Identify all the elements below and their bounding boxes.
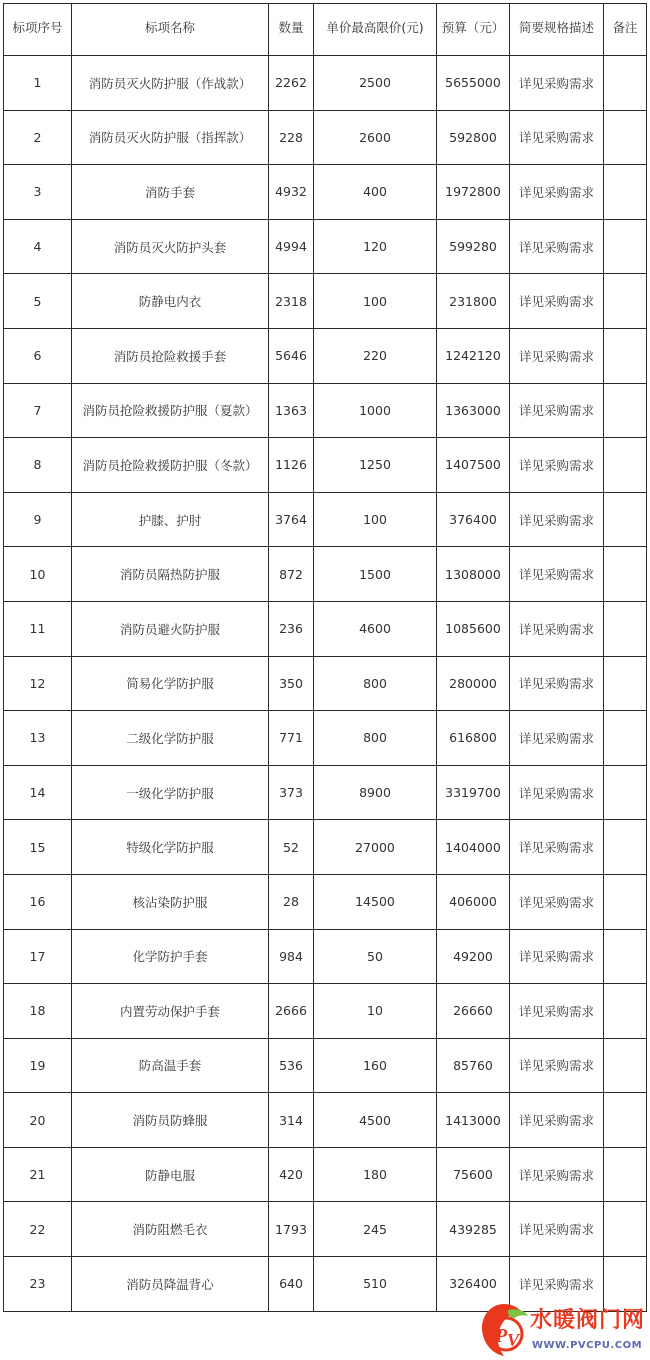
cell-item-name: 消防员防蜂服 [72,1093,269,1148]
cell-quantity: 2318 [269,274,314,329]
cell-max-unit-price: 10 [314,984,437,1039]
cell-item-no: 10 [4,547,72,602]
table-row [4,820,647,875]
header-spec: 简要规格描述 [510,4,604,56]
cell-item-no: 22 [4,1202,72,1257]
cell-max-unit-price: 50 [314,929,437,984]
cell-item-name: 内置劳动保护手套 [72,984,269,1039]
cell-note [604,1202,647,1257]
cell-max-unit-price: 180 [314,1147,437,1202]
cell-item-name: 消防员灭火防护服（作战款） [72,56,269,111]
cell-item-no: 3 [4,165,72,220]
cell-max-unit-price: 220 [314,328,437,383]
cell-budget: 592800 [437,110,510,165]
cell-item-name: 消防员隔热防护服 [72,547,269,602]
cell-quantity: 52 [269,820,314,875]
table-row [4,1093,647,1148]
svg-text:V: V [507,1330,520,1350]
cell-spec: 详见采购需求 [510,1038,604,1093]
cell-note [604,328,647,383]
cell-spec: 详见采购需求 [510,1093,604,1148]
cell-spec: 详见采购需求 [510,1202,604,1257]
cell-item-name: 防静电服 [72,1147,269,1202]
table-header-row [4,4,647,56]
cell-item-no: 8 [4,438,72,493]
cell-budget: 616800 [437,711,510,766]
cell-item-name: 消防员降温背心 [72,1257,269,1312]
cell-note [604,984,647,1039]
cell-note [604,56,647,111]
cell-note [604,1147,647,1202]
cell-max-unit-price: 2500 [314,56,437,111]
cell-max-unit-price: 4500 [314,1093,437,1148]
cell-spec: 详见采购需求 [510,383,604,438]
cell-item-name: 消防手套 [72,165,269,220]
cell-item-no: 1 [4,56,72,111]
table-row [4,328,647,383]
table-row [4,656,647,711]
cell-spec: 详见采购需求 [510,110,604,165]
header-budget: 预算（元） [437,4,510,56]
cell-quantity: 420 [269,1147,314,1202]
cell-item-name: 一级化学防护服 [72,765,269,820]
cell-max-unit-price: 8900 [314,765,437,820]
cell-note [604,820,647,875]
cell-item-no: 13 [4,711,72,766]
cell-item-name: 消防员抢险救援防护服（夏款） [72,383,269,438]
cell-item-name: 消防员避火防护服 [72,601,269,656]
bid-items-table [3,3,647,1312]
cell-spec: 详见采购需求 [510,601,604,656]
cell-max-unit-price: 100 [314,274,437,329]
header-item-name: 标项名称 [72,4,269,56]
cell-note [604,219,647,274]
cell-budget: 1404000 [437,820,510,875]
cell-budget: 3319700 [437,765,510,820]
cell-item-name: 核沾染防护服 [72,874,269,929]
cell-spec: 详见采购需求 [510,547,604,602]
cell-max-unit-price: 2600 [314,110,437,165]
table-row [4,929,647,984]
cell-quantity: 1126 [269,438,314,493]
cell-note [604,165,647,220]
cell-quantity: 1793 [269,1202,314,1257]
table-row [4,219,647,274]
cell-spec: 详见采购需求 [510,711,604,766]
cell-quantity: 3764 [269,492,314,547]
cell-note [604,601,647,656]
cell-note [604,1093,647,1148]
svg-text:P: P [495,1325,508,1347]
cell-item-no: 2 [4,110,72,165]
table-row [4,274,647,329]
cell-max-unit-price: 510 [314,1257,437,1312]
cell-note [604,110,647,165]
cell-spec: 详见采购需求 [510,438,604,493]
cell-item-no: 12 [4,656,72,711]
cell-quantity: 236 [269,601,314,656]
cell-budget: 1308000 [437,547,510,602]
cell-item-name: 防静电内衣 [72,274,269,329]
cell-budget: 1407500 [437,438,510,493]
table-row [4,492,647,547]
cell-note [604,274,647,329]
table-row [4,547,647,602]
cell-spec: 详见采购需求 [510,1257,604,1312]
cell-max-unit-price: 800 [314,711,437,766]
cell-budget: 599280 [437,219,510,274]
cell-max-unit-price: 400 [314,165,437,220]
cell-budget: 439285 [437,1202,510,1257]
watermark-title: 水暖阀门网 [530,1308,646,1333]
cell-note [604,383,647,438]
cell-max-unit-price: 100 [314,492,437,547]
site-watermark [478,1302,648,1358]
cell-max-unit-price: 245 [314,1202,437,1257]
header-note: 备注 [604,4,647,56]
cell-max-unit-price: 120 [314,219,437,274]
cell-spec: 详见采购需求 [510,874,604,929]
cell-quantity: 373 [269,765,314,820]
table-row [4,438,647,493]
cell-item-name: 消防阻燃毛衣 [72,1202,269,1257]
table-body [4,56,647,1312]
cell-item-no: 21 [4,1147,72,1202]
table-row [4,601,647,656]
cell-spec: 详见采购需求 [510,656,604,711]
cell-item-no: 20 [4,1093,72,1148]
cell-spec: 详见采购需求 [510,165,604,220]
cell-note [604,929,647,984]
cell-item-name: 防高温手套 [72,1038,269,1093]
cell-max-unit-price: 1500 [314,547,437,602]
cell-item-no: 19 [4,1038,72,1093]
cell-item-name: 消防员灭火防护服（指挥款） [72,110,269,165]
cell-quantity: 1363 [269,383,314,438]
table-row [4,984,647,1039]
cell-item-no: 4 [4,219,72,274]
cell-budget: 376400 [437,492,510,547]
cell-budget: 326400 [437,1257,510,1312]
table-row [4,110,647,165]
header-item-no: 标项序号 [4,4,72,56]
cell-quantity: 314 [269,1093,314,1148]
cell-item-name: 消防员抢险救援防护服（冬款） [72,438,269,493]
cell-spec: 详见采购需求 [510,1147,604,1202]
cell-quantity: 4932 [269,165,314,220]
cell-quantity: 771 [269,711,314,766]
cell-max-unit-price: 14500 [314,874,437,929]
cell-quantity: 350 [269,656,314,711]
cell-budget: 49200 [437,929,510,984]
header-max-unit-price: 单价最高限价(元) [314,4,437,56]
table-row [4,1038,647,1093]
cell-note [604,438,647,493]
cell-item-name: 消防员灭火防护头套 [72,219,269,274]
cell-quantity: 4994 [269,219,314,274]
table-row [4,1147,647,1202]
cell-item-no: 7 [4,383,72,438]
cell-max-unit-price: 800 [314,656,437,711]
cell-spec: 详见采购需求 [510,274,604,329]
cell-budget: 1363000 [437,383,510,438]
cell-item-no: 11 [4,601,72,656]
cell-item-no: 6 [4,328,72,383]
cell-budget: 1242120 [437,328,510,383]
cell-budget: 280000 [437,656,510,711]
cell-budget: 1972800 [437,165,510,220]
cell-max-unit-price: 160 [314,1038,437,1093]
cell-quantity: 640 [269,1257,314,1312]
cell-item-name: 二级化学防护服 [72,711,269,766]
cell-quantity: 28 [269,874,314,929]
cell-spec: 详见采购需求 [510,820,604,875]
cell-note [604,711,647,766]
cell-item-name: 特级化学防护服 [72,820,269,875]
cell-quantity: 872 [269,547,314,602]
table-row [4,1202,647,1257]
cell-item-name: 消防员抢险救援手套 [72,328,269,383]
cell-budget: 5655000 [437,56,510,111]
cell-spec: 详见采购需求 [510,56,604,111]
pv-logo-icon [478,1302,530,1358]
cell-item-no: 18 [4,984,72,1039]
cell-item-no: 5 [4,274,72,329]
cell-spec: 详见采购需求 [510,492,604,547]
cell-max-unit-price: 27000 [314,820,437,875]
cell-quantity: 2666 [269,984,314,1039]
cell-note [604,874,647,929]
cell-quantity: 536 [269,1038,314,1093]
table-row [4,383,647,438]
cell-budget: 231800 [437,274,510,329]
table-row [4,874,647,929]
table-row [4,165,647,220]
cell-item-no: 16 [4,874,72,929]
cell-budget: 1413000 [437,1093,510,1148]
cell-item-no: 14 [4,765,72,820]
cell-note [604,492,647,547]
cell-max-unit-price: 1000 [314,383,437,438]
cell-spec: 详见采购需求 [510,929,604,984]
watermark-url: WWW.PVCPU.COM [532,1340,643,1351]
table-row [4,765,647,820]
cell-item-no: 15 [4,820,72,875]
table-row [4,56,647,111]
cell-note [604,1038,647,1093]
header-quantity: 数量 [269,4,314,56]
cell-note [604,765,647,820]
cell-note [604,547,647,602]
cell-item-name: 化学防护手套 [72,929,269,984]
table-row [4,711,647,766]
cell-budget: 75600 [437,1147,510,1202]
cell-item-no: 23 [4,1257,72,1312]
cell-budget: 1085600 [437,601,510,656]
cell-max-unit-price: 4600 [314,601,437,656]
cell-quantity: 5646 [269,328,314,383]
cell-spec: 详见采购需求 [510,765,604,820]
cell-max-unit-price: 1250 [314,438,437,493]
cell-spec: 详见采购需求 [510,328,604,383]
cell-note [604,656,647,711]
cell-spec: 详见采购需求 [510,219,604,274]
cell-item-name: 简易化学防护服 [72,656,269,711]
cell-quantity: 228 [269,110,314,165]
cell-item-no: 17 [4,929,72,984]
cell-quantity: 984 [269,929,314,984]
cell-spec: 详见采购需求 [510,984,604,1039]
cell-budget: 26660 [437,984,510,1039]
cell-item-no: 9 [4,492,72,547]
cell-item-name: 护膝、护肘 [72,492,269,547]
cell-budget: 406000 [437,874,510,929]
cell-budget: 85760 [437,1038,510,1093]
cell-quantity: 2262 [269,56,314,111]
